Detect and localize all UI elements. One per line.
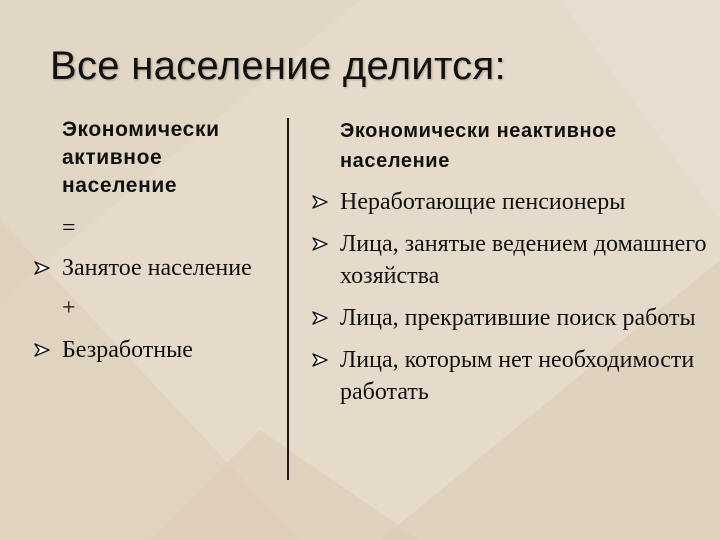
equals-sign: = (62, 215, 76, 241)
arrow-bullet-icon (34, 261, 50, 275)
list-item (312, 186, 712, 218)
list-item-label: Занятое население (62, 255, 252, 281)
column-divider (287, 118, 289, 480)
left-column (34, 114, 279, 366)
arrow-bullet-icon (312, 353, 328, 367)
list-item (34, 252, 279, 284)
list-item (312, 344, 712, 408)
list-item (312, 228, 712, 292)
right-column (312, 114, 712, 408)
arrow-bullet-icon (34, 343, 50, 357)
list-item (312, 302, 712, 334)
left-heading: Экономически активное население (62, 118, 220, 197)
arrow-bullet-icon (312, 237, 328, 251)
list-item-label: Неработающие пенсионеры (340, 189, 626, 215)
slide-title: Все население делится: (50, 44, 506, 88)
list-item-label: Безработные (62, 337, 193, 363)
arrow-bullet-icon (312, 311, 328, 325)
arrow-bullet-icon (312, 195, 328, 209)
list-item-label: Лица, которым нет необходимости работать (340, 347, 695, 405)
right-heading: Экономически неактивное население (340, 120, 617, 172)
plus-sign: + (62, 295, 76, 321)
list-item-label: Лица, занятые ведением домашнего хозяйства (340, 231, 707, 289)
list-item (34, 334, 279, 366)
list-item-label: Лица, прекратившие поиск работы (340, 305, 696, 331)
